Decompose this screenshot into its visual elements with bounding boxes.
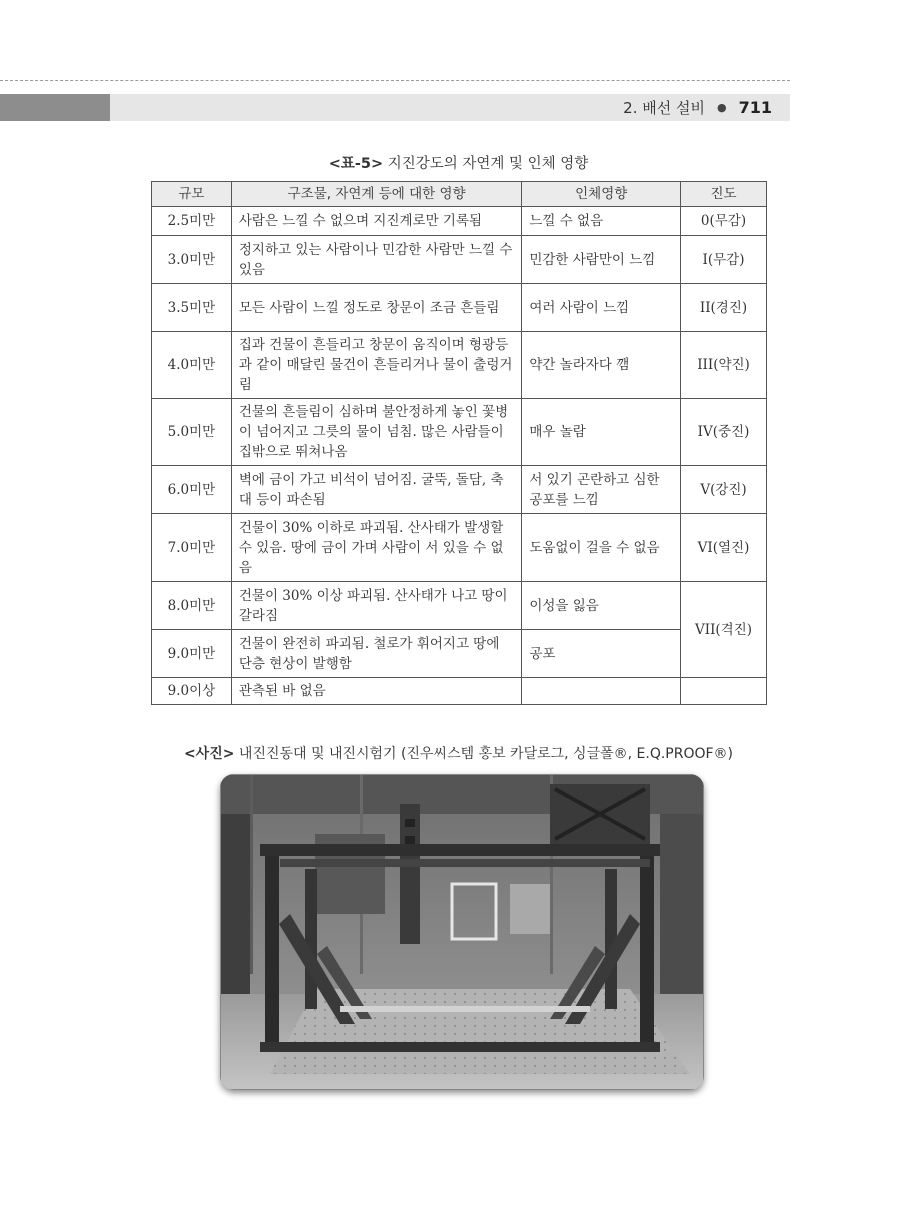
table-caption-tag: <표-5> bbox=[328, 156, 384, 172]
table-row bbox=[152, 236, 767, 284]
cell-human: 서 있기 곤란하고 심한 공포를 느낌 bbox=[522, 466, 681, 514]
cell-scale: 9.0미만 bbox=[152, 630, 232, 678]
cell-effect: 집과 건물이 흔들리고 창문이 움직이며 형광등과 같이 매달린 물건이 흔들리거나 물이 출렁거림 bbox=[231, 332, 521, 399]
cell-human bbox=[522, 678, 681, 705]
cell-effect: 정지하고 있는 사람이나 민감한 사람만 느낄 수 있음 bbox=[231, 236, 521, 284]
column-header-intensity: 진도 bbox=[681, 182, 767, 207]
page-number: 711 bbox=[738, 98, 772, 117]
header-dashed-rule bbox=[0, 80, 790, 81]
cell-intensity: III(약진) bbox=[681, 332, 767, 399]
cell-human: 이성을 잃음 bbox=[522, 582, 681, 630]
photo-caption-tag: <사진> bbox=[183, 746, 235, 762]
bullet-icon: ● bbox=[716, 101, 727, 114]
table-row bbox=[152, 678, 767, 705]
table-row bbox=[152, 582, 767, 630]
table-row bbox=[152, 332, 767, 399]
table-header-row bbox=[152, 182, 767, 207]
cell-effect: 모든 사람이 느낄 정도로 창문이 조금 흔들림 bbox=[231, 284, 521, 332]
table-row bbox=[152, 399, 767, 466]
cell-intensity: II(경진) bbox=[681, 284, 767, 332]
cell-effect: 건물이 완전히 파괴됨. 철로가 휘어지고 땅에 단층 현상이 발행함 bbox=[231, 630, 521, 678]
cell-intensity bbox=[681, 678, 767, 705]
cell-intensity: I(무감) bbox=[681, 236, 767, 284]
section-title: 2. 배선 설비 bbox=[623, 99, 705, 117]
cell-effect: 사람은 느낄 수 없으며 지진계로만 기록됨 bbox=[231, 207, 521, 236]
cell-human: 도움없이 걸을 수 없음 bbox=[522, 514, 681, 582]
cell-human: 공포 bbox=[522, 630, 681, 678]
cell-human: 민감한 사람만이 느낌 bbox=[522, 236, 681, 284]
cell-effect: 벽에 금이 가고 비석이 넘어짐. 굴뚝, 돌담, 축대 등이 파손됨 bbox=[231, 466, 521, 514]
table-row bbox=[152, 466, 767, 514]
cell-human: 매우 놀람 bbox=[522, 399, 681, 466]
cell-scale: 3.5미만 bbox=[152, 284, 232, 332]
header-dark-block bbox=[0, 94, 110, 121]
table-row bbox=[152, 284, 767, 332]
column-header-human: 인체영향 bbox=[522, 182, 681, 207]
cell-scale: 8.0미만 bbox=[152, 582, 232, 630]
cell-scale: 6.0미만 bbox=[152, 466, 232, 514]
cell-scale: 2.5미만 bbox=[152, 207, 232, 236]
cell-human: 여러 사람이 느낌 bbox=[522, 284, 681, 332]
shaking-table-photo bbox=[220, 774, 704, 1090]
cell-intensity: V(강진) bbox=[681, 466, 767, 514]
running-header bbox=[110, 94, 790, 121]
cell-scale: 5.0미만 bbox=[152, 399, 232, 466]
cell-intensity: IV(중진) bbox=[681, 399, 767, 466]
cell-effect: 관측된 바 없음 bbox=[231, 678, 521, 705]
cell-human: 느낄 수 없음 bbox=[522, 207, 681, 236]
cell-effect: 건물이 30% 이상 파괴됨. 산사태가 나고 땅이 갈라짐 bbox=[231, 582, 521, 630]
cell-intensity: 0(무감) bbox=[681, 207, 767, 236]
table-caption bbox=[150, 152, 767, 173]
cell-effect: 건물의 흔들림이 심하며 불안정하게 놓인 꽃병이 넘어지고 그릇의 물이 넘침. 많은 사람들이 집밖으로 뛰쳐나옴 bbox=[231, 399, 521, 466]
cell-scale: 9.0이상 bbox=[152, 678, 232, 705]
table-caption-text: 지진강도의 자연계 및 인체 영향 bbox=[387, 156, 589, 172]
table-row bbox=[152, 630, 767, 678]
photo-caption-text: 내진진동대 및 내진시험기 (진우씨스템 홍보 카달로그, 싱글폴®, E.Q.PROOF®) bbox=[238, 746, 734, 762]
table-row bbox=[152, 514, 767, 582]
earthquake-intensity-table bbox=[151, 181, 767, 705]
cell-human: 약간 놀라자다 깸 bbox=[522, 332, 681, 399]
shaking-table-illustration bbox=[220, 774, 704, 1090]
cell-intensity: VI(열진) bbox=[681, 514, 767, 582]
cell-effect: 건물이 30% 이하로 파괴됨. 산사태가 발생할 수 있음. 땅에 금이 가며 사람이 서 있을 수 없음 bbox=[231, 514, 521, 582]
cell-scale: 3.0미만 bbox=[152, 236, 232, 284]
cell-scale: 7.0미만 bbox=[152, 514, 232, 582]
photo-caption bbox=[150, 743, 767, 763]
cell-scale: 4.0미만 bbox=[152, 332, 232, 399]
table-row bbox=[152, 207, 767, 236]
cell-intensity-merged: VII(격진) bbox=[681, 582, 767, 678]
column-header-scale: 규모 bbox=[152, 182, 232, 207]
column-header-effect: 구조물, 자연계 등에 대한 영향 bbox=[231, 182, 521, 207]
